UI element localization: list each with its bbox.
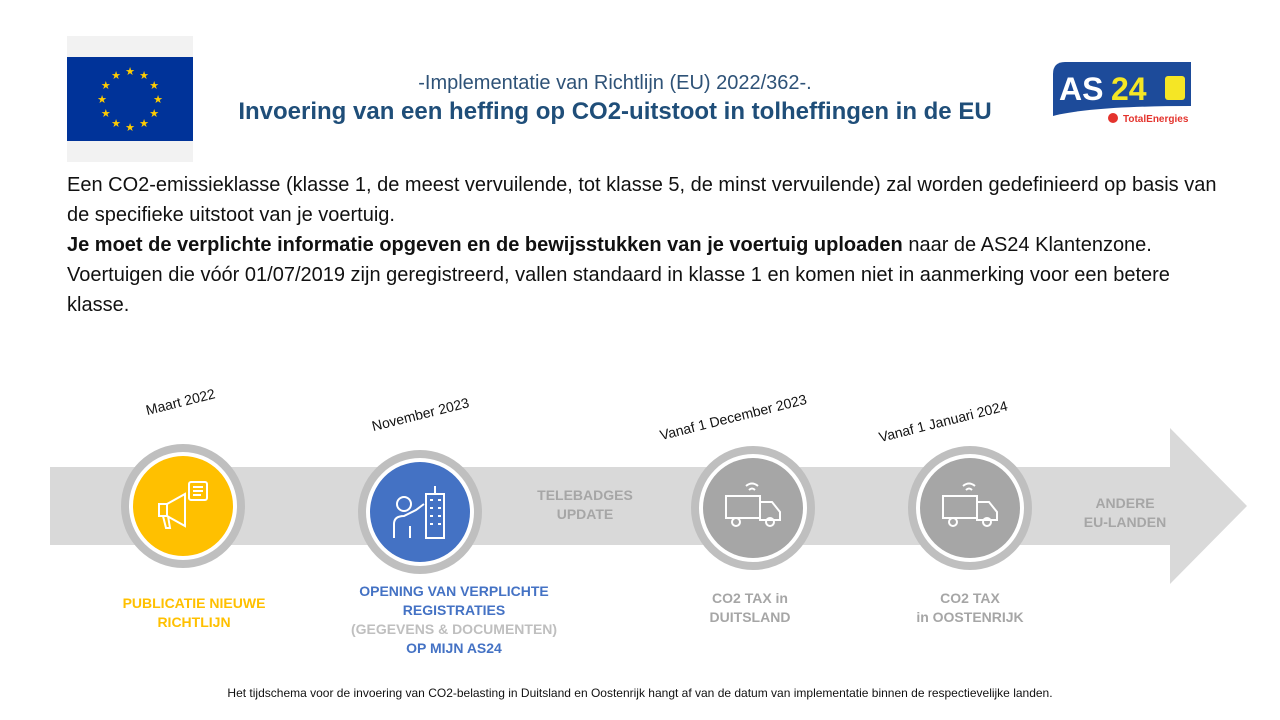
connected-truck-icon [703,458,803,558]
publication-label: PUBLICATIE NIEUWE RICHTLIJN [122,595,266,630]
milestone-germany [691,446,815,570]
as24-logo [1053,62,1191,128]
telebadges-update-label: TELEBADGES UPDATE [537,487,633,522]
megaphone-icon [133,456,233,556]
svg-text:AS: AS [1059,71,1104,107]
germany-label: CO2 TAX in DUITSLAND [709,590,791,625]
paragraph-upload: Je moet de verplichte informatie opgeven en de bewijsstukken van je voertuig uploaden naar de AS24 Klantenzone. [67,234,1152,256]
star-icon: ★ [149,108,160,120]
star-icon: ★ [97,94,107,106]
milestone-austria [908,446,1032,570]
date-label: Vanaf 1 December 2023 [658,391,809,443]
body-text [67,170,1227,320]
connected-truck-icon [920,458,1020,558]
star-icon: ★ [139,69,149,82]
footer-note: Het tijdschema voor de invoering van CO2-belasting in Duitsland en Oostenrijk hangt af van de datum van implementatie binnen de respectievelijke landen. [227,686,1053,700]
austria-label: CO2 TAX in OOSTENRIJK [916,590,1024,625]
date-label: November 2023 [370,394,471,434]
star-icon: ★ [125,122,135,134]
milestone-publication [121,444,245,568]
paragraph-registration: Voertuigen die vóór 01/07/2019 zijn geregistreerd, vallen standaard in klasse 1 en komen niet in aanmerking voor een betere klasse. [67,264,1170,316]
slide-title: Invoering van een heffing op CO2-uitstoot in tolheffingen in de EU [238,98,992,125]
svg-text:TotalEnergies: TotalEnergies [1123,114,1189,125]
star-icon: ★ [100,108,111,120]
star-icon: ★ [100,80,111,92]
star-icon: ★ [125,66,135,78]
star-icon: ★ [111,69,121,82]
slide-subtitle: -Implementatie van Richtlijn (EU) 2022/362-. [418,72,812,94]
svg-text:24: 24 [1111,71,1147,107]
star-icon: ★ [153,94,163,106]
star-icon: ★ [139,118,149,131]
date-label: Maart 2022 [144,385,217,418]
eu-flag [67,57,193,141]
star-icon: ★ [149,80,160,92]
date-label: Vanaf 1 Januari 2024 [877,397,1010,445]
registration-label: OPENING VAN VERPLICHTE REGISTRATIES (GEGEVENS & DOCUMENTEN) OP MIJN AS24 [350,583,558,656]
star-icon: ★ [111,118,121,131]
other-eu-countries-label: ANDERE EU-LANDEN [1083,495,1167,530]
paragraph-emission-class: Een CO2-emissieklasse (klasse 1, de meest vervuilende, tot klasse 5, de minst vervuilende) zal worden gedefinieerd op basis van de specifieke uitstoot van je voertuig. [67,174,1217,226]
worker-building-icon [370,462,470,562]
milestone-registration [358,450,482,574]
